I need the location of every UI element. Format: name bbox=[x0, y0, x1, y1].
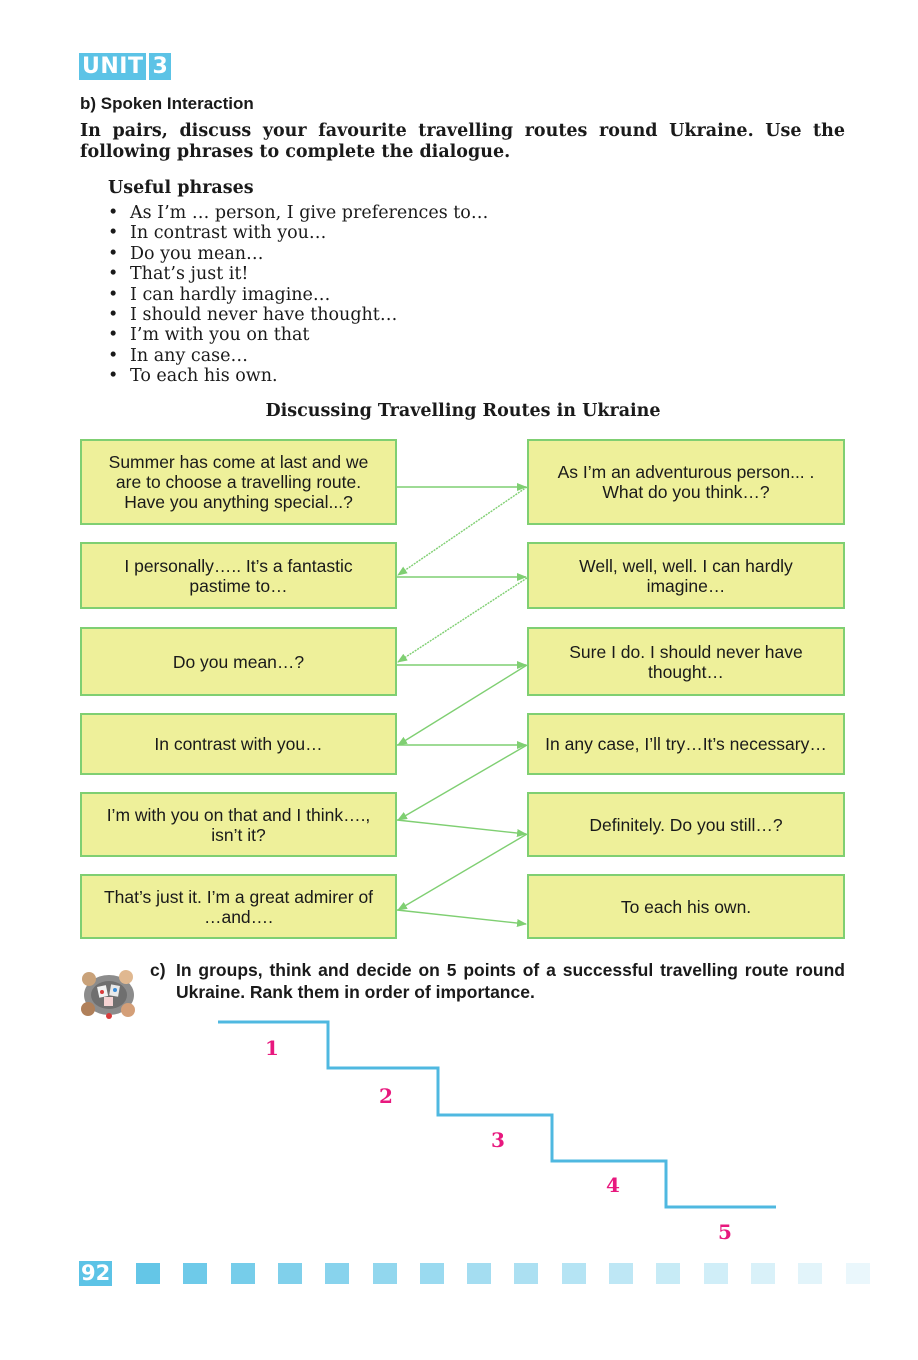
dialogue-box-right-4: In any case, I’ll try…It’s necessary… bbox=[527, 713, 845, 775]
phrase-item: • I should never have thought… bbox=[108, 305, 488, 325]
footer-square bbox=[751, 1263, 775, 1284]
unit-number: 3 bbox=[149, 53, 171, 80]
footer-square bbox=[609, 1263, 633, 1284]
dialogue-box-right-5: Definitely. Do you still…? bbox=[527, 792, 845, 857]
section-c-instruction bbox=[150, 959, 845, 1003]
useful-phrases-list bbox=[108, 203, 488, 387]
footer-square bbox=[467, 1263, 491, 1284]
section-b-heading: b) Spoken Interaction bbox=[80, 94, 254, 113]
rank-number-4: 4 bbox=[606, 1173, 620, 1197]
arrow bbox=[397, 910, 526, 924]
footer-square bbox=[656, 1263, 680, 1284]
unit-badge bbox=[79, 53, 171, 80]
footer-square bbox=[846, 1263, 870, 1284]
dialogue-box-right-2: Well, well, well. I can hardly imagine… bbox=[527, 542, 845, 609]
ranking-staircase bbox=[218, 1022, 776, 1207]
arrow bbox=[398, 578, 527, 662]
phrase-item: • As I’m … person, I give preferences to… bbox=[108, 203, 488, 223]
dialogue-box-left-6: That’s just it. I’m a great admirer of …and…. bbox=[80, 874, 397, 939]
arrow bbox=[397, 820, 526, 834]
dialogue-box-left-5: I’m with you on that and I think…., isn’t it? bbox=[80, 792, 397, 857]
footer-square bbox=[278, 1263, 302, 1284]
section-b-instruction: In pairs, discuss your favourite travelling routes round Ukraine. Use the following phrases to complete the dialogue. bbox=[80, 121, 845, 162]
dialogue-box-left-3: Do you mean…? bbox=[80, 627, 397, 696]
rank-number-2: 2 bbox=[379, 1084, 393, 1108]
phrase-item: • Do you mean… bbox=[108, 244, 488, 264]
dialogue-box-left-4: In contrast with you… bbox=[80, 713, 397, 775]
dialogue-box-right-3: Sure I do. I should never have thought… bbox=[527, 627, 845, 696]
footer-square bbox=[373, 1263, 397, 1284]
diagram-title: Discussing Travelling Routes in Ukraine bbox=[265, 401, 661, 421]
phrase-item: • I can hardly imagine… bbox=[108, 285, 488, 305]
footer-square bbox=[183, 1263, 207, 1284]
footer-square bbox=[562, 1263, 586, 1284]
rank-number-1: 1 bbox=[265, 1036, 279, 1060]
phrase-item: • In any case… bbox=[108, 346, 488, 366]
footer-square bbox=[325, 1263, 349, 1284]
arrow bbox=[398, 834, 527, 910]
arrow bbox=[398, 745, 527, 820]
rank-number-5: 5 bbox=[718, 1220, 732, 1244]
dialogue-box-left-1: Summer has come at last and we are to choose a travelling route. Have you anything special...? bbox=[80, 439, 397, 525]
unit-word: UNIT bbox=[79, 53, 146, 80]
footer-square bbox=[420, 1263, 444, 1284]
footer-square bbox=[136, 1263, 160, 1284]
footer-square bbox=[704, 1263, 728, 1284]
arrow bbox=[398, 487, 527, 575]
page-number: 92 bbox=[81, 1261, 111, 1285]
section-c-letter: c) bbox=[150, 960, 166, 980]
dialogue-box-left-2: I personally….. It’s a fantastic pastime to… bbox=[80, 542, 397, 609]
arrow bbox=[398, 665, 527, 745]
footer-square bbox=[231, 1263, 255, 1284]
section-c-text: In groups, think and decide on 5 points of a successful travelling route round Ukraine. Rank them in order of importance. bbox=[176, 960, 845, 1002]
phrase-item: • To each his own. bbox=[108, 366, 488, 386]
useful-phrases-title: Useful phrases bbox=[108, 178, 254, 198]
footer-square bbox=[798, 1263, 822, 1284]
dialogue-box-right-6: To each his own. bbox=[527, 874, 845, 939]
phrase-item: • That’s just it! bbox=[108, 264, 488, 284]
footer-square bbox=[514, 1263, 538, 1284]
dialogue-box-right-1: As I’m an adventurous person... . What do you think…? bbox=[527, 439, 845, 525]
phrase-item: • I’m with you on that bbox=[108, 325, 488, 345]
rank-number-3: 3 bbox=[491, 1128, 505, 1152]
group-discussion-icon bbox=[76, 965, 142, 1021]
phrase-item: • In contrast with you… bbox=[108, 223, 488, 243]
